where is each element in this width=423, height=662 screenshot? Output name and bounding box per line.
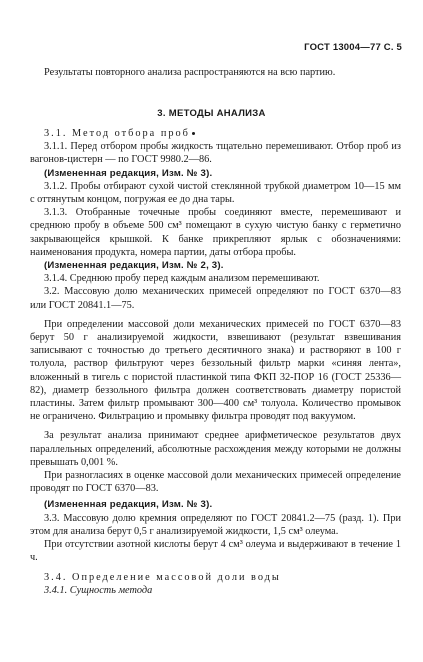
running-head: ГОСТ 13004—77 С. 5 (304, 42, 402, 53)
paragraph-3-3: 3.3. Массовую долю кремния определяют по ГОСТ 20841.2—75 (разд. 1). При этом для анализа берут 0,5 г анализируемой жидкости, 1,5 см³ олеума. (30, 512, 401, 537)
amendment-note: (Измененная редакция, Изм. № 3). (44, 499, 213, 511)
bullet-mark (192, 132, 195, 135)
paragraph-3-1-1: 3.1.1. Перед отбором пробы жидкость тщательно перемешивают. Отбор проб из вагонов-цистерн — по ГОСТ 9980.2—86. (30, 141, 401, 166)
paragraph-3-1-4: 3.1.4. Среднюю пробу перед каждым анализом перемешивают. (44, 273, 320, 285)
paragraph-3-3-note: При отсутствии азотной кислоты берут 4 см³ олеума и выдерживают в течение 1 ч. (30, 539, 401, 564)
paragraph-3-1-2: 3.1.2. Пробы отбирают сухой чистой стеклянной трубкой диаметром 10—15 мм с оттянутым концом, погружая ее до дна тары. (30, 180, 401, 206)
paragraph-3-4-1: 3.4.1. Сущность метода (44, 584, 153, 596)
paragraph-3-1-3: 3.1.3. Отобранные точечные пробы соединяют вместе, перемешивают и среднюю пробу в объеме 500 см³ помещают в сухую чистую банку с герметично закрывающейся крышкой. К банке прикрепляют ярлык с обозначениями: наименования продукта, номера партии, даты отбора пробы. (30, 207, 401, 258)
amendment-note: (Измененная редакция, Изм. № 3). (44, 167, 213, 179)
amendment-note: (Измененная редакция, Изм. № 2, 3). (44, 260, 224, 272)
paragraph-3-1: 3.1. Метод отбора проб (30, 127, 401, 140)
section-body (30, 127, 401, 597)
paragraph-3-4: 3.4. Определение массовой доли воды (44, 571, 281, 583)
section-title: 3. МЕТОДЫ АНАЛИЗА (157, 108, 266, 119)
paragraph-3-2-result: За результат анализа принимают среднее арифметическое результатов двух параллельных определений, абсолютные расхождения между которыми не должны превышать 0,001 %. (30, 430, 401, 468)
paragraph-3-2-method: При определении массовой доли механических примесей по ГОСТ 6370—83 берут 50 г анализируемой жидкости, взвешивают (результат взвешивания записывают с точностью до третьего десятичного знака) и растворяют в 100 г толуола, раствор фильтруют через беззольный фильтр марки «синяя лента», вложенный в тигель с пористой пластинкой типа ФКП 32-ПОР 16 (ГОСТ 25336—82), диаметр беззольного фильтра должен соответствовать диаметру пористой пластины. Затем фильтр промывают 300—400 см³ толуола. Количество промывок не ограничено. Фильтрацию и промывку фильтра проводят под вакуумом. (30, 318, 401, 423)
paragraph-3-2: 3.2. Массовую долю механических примесей определяют по ГОСТ 6370—83 или ГОСТ 20841.1—75. (30, 286, 401, 311)
paragraph-3-2-dispute: При разногласиях в оценке массовой доли механических примесей определение проводят по ГОСТ 6370—83. (30, 470, 401, 495)
intro-paragraph: Результаты повторного анализа распространяются на всю партию. (44, 67, 336, 78)
